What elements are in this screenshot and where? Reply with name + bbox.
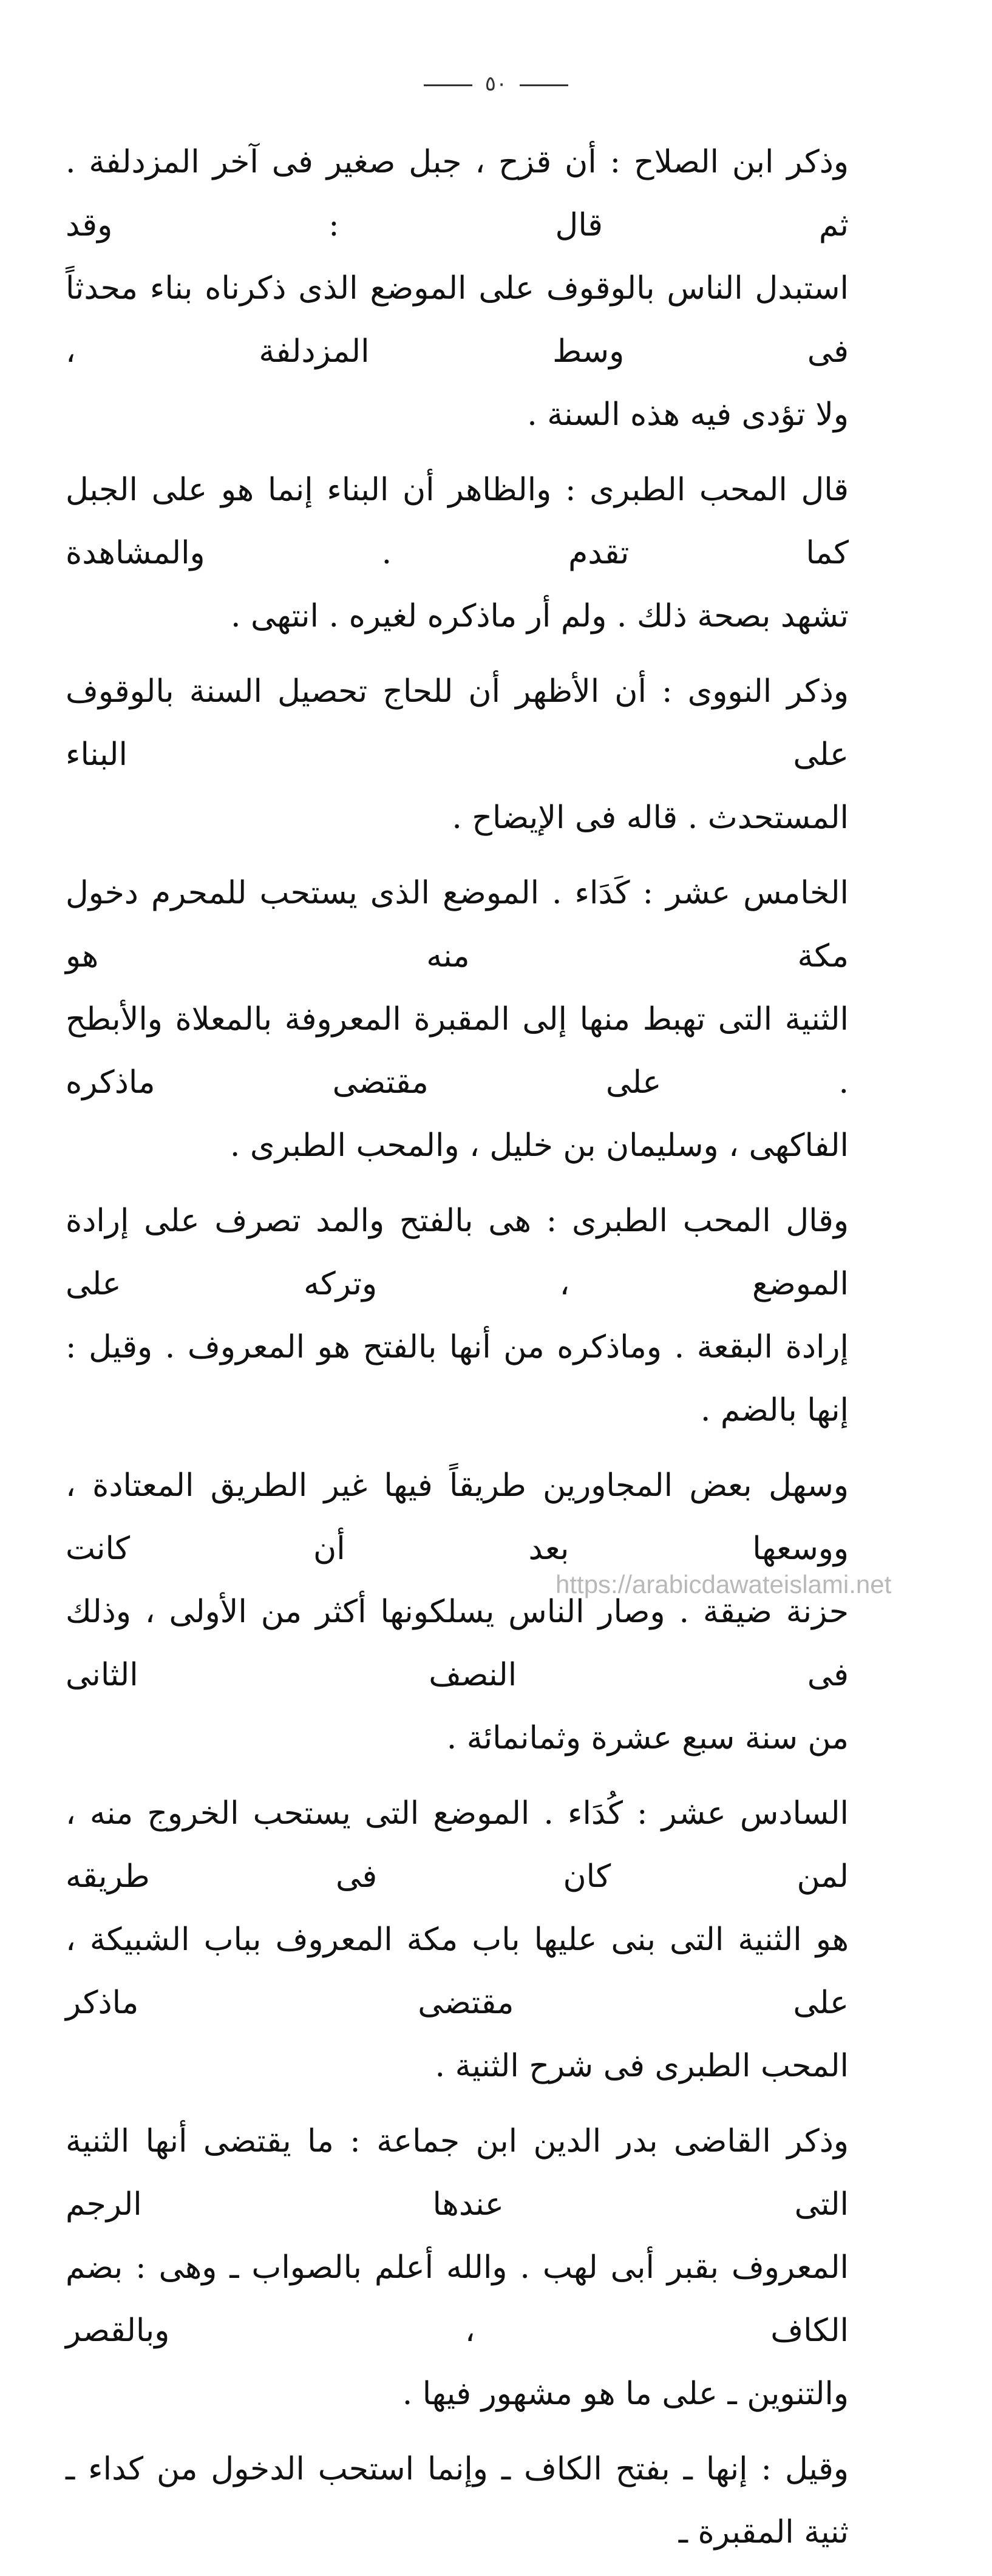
body-text: [66, 131, 849, 2576]
text-line: من سنة سبع عشرة وثمانمائة .: [446, 1720, 849, 1756]
paragraph: [66, 2110, 849, 2425]
page-number: ٥٠: [484, 72, 508, 96]
text-line: الخامس عشر : كَدَاء . الموضع الذى يستحب للمحرم دخول مكة منه هو: [66, 875, 849, 974]
text-line: وقال المحب الطبرى : هى بالفتح والمد تصرف على إرادة الموضع ، وتركه على: [66, 1203, 849, 1302]
paragraph: [66, 660, 849, 849]
text-line: وذكر القاضى بدر الدين ابن جماعة : ما يقتضى أنها الثنية التى عندها الرجم: [66, 2123, 849, 2223]
text-line: وقيل : إنها ـ بفتح الكاف ـ وإنما استحب الدخول من كداء ـ ثنية المقبرة ـ: [66, 2451, 849, 2551]
text-line: السادس عشر : كُدَاء . الموضع التى يستحب الخروج منه ، لمن كان فى طريقه: [66, 1795, 849, 1895]
text-line: الفاكهى ، وسليمان بن خليل ، والمحب الطبرى .: [229, 1127, 849, 1164]
text-line: هو الثنية التى بنى عليها باب مكة المعروف بباب الشبيكة ، على مقتضى ماذكر: [66, 1922, 849, 2021]
text-line: إرادة البقعة . وماذكره من أنها بالفتح هو المعروف . وقيل : إنها بالضم .: [66, 1329, 849, 1429]
paragraph: [66, 1782, 849, 2098]
paragraph: [66, 1454, 849, 1770]
header-dash-right: [520, 84, 568, 86]
text-line: قال المحب الطبرى : والظاهر أن البناء إنما هو على الجبل كما تقدم . والمشاهدة: [66, 472, 849, 571]
text-line: وذكر النووى : أن الأظهر أن للحاج تحصيل السنة بالوقوف على البناء: [66, 673, 849, 773]
paragraph: [66, 1189, 849, 1442]
text-line: والتنوين ـ على ما هو مشهور فيها .: [402, 2376, 849, 2412]
text-line: الثنية التى تهبط منها إلى المقبرة المعروفة بالمعلاة والأبطح . على مقتضى ماذكره: [66, 1001, 849, 1101]
page-header: [0, 72, 992, 96]
watermark-url: https://arabicdawateislami.net: [555, 1570, 892, 1599]
text-line: وسهل بعض المجاورين طريقاً فيها غير الطريق المعتادة ، ووسعها بعد أن كانت: [66, 1467, 849, 1567]
paragraph: [66, 458, 849, 648]
text-line: ولا تؤدى فيه هذه السنة .: [527, 396, 849, 433]
text-line: وذكر ابن الصلاح : أن قزح ، جبل صغير فى آخر المزدلفة . ثم قال : وقد: [66, 144, 849, 243]
text-line: استبدل الناس بالوقوف على الموضع الذى ذكرناه بناء محدثاً فى وسط المزدلفة ،: [66, 270, 849, 370]
paragraph: [66, 131, 849, 446]
text-line: حزنة ضيقة . وصار الناس يسلكونها أكثر من الأولى ، وذلك فى النصف الثانى: [66, 1594, 849, 1693]
header-dash-left: [424, 84, 472, 86]
text-line: المعروف بقبر أبى لهب . والله أعلم بالصواب ـ وهى : بضم الكاف ، وبالقصر: [66, 2249, 849, 2349]
paragraph: [66, 861, 849, 1177]
text-line: تشهد بصحة ذلك . ولم أر ماذكره لغيره . انتهى .: [231, 598, 849, 634]
text-line: المستحدث . قاله فى الإيضاح .: [452, 800, 849, 836]
paragraph: [66, 2438, 849, 2564]
text-line: المحب الطبرى فى شرح الثنية .: [435, 2048, 849, 2084]
